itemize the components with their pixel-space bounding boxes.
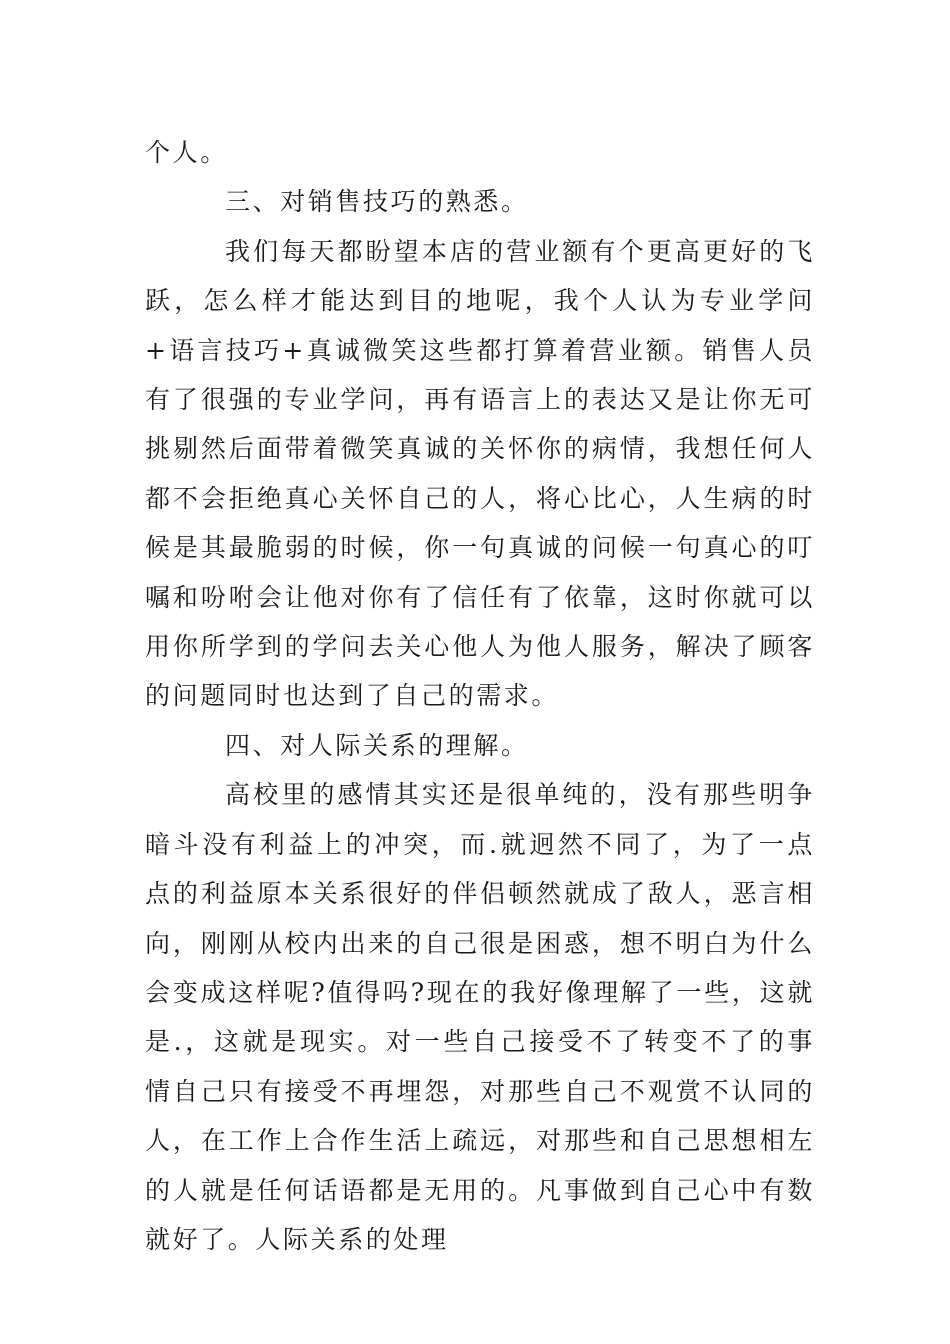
paragraph-relationships: 高校里的感情其实还是很单纯的，没有那些明争暗斗没有利益上的冲突，而.就迥然不同了，为了一点点的利益原本关系很好的伴侣顿然就成了敌人，恶言相向，刚刚从校内出来的自己很是困惑，想不明白为什么会变成这样呢?值得吗?现在的我好像理解了一些，这就是.，这就是现实。对一些自己接受不了转变不了的事情自己只有接受不再埋怨，对那些自己不观赏不认同的人，在工作上合作生活上疏远，对那些和自己思想相左的人就是任何话语都是无用的。凡事做到自己心中有数就好了。人际关系的处理 bbox=[145, 780, 815, 1254]
document-body bbox=[145, 128, 815, 1264]
section-heading-relationships: 四、对人际关系的理解。 bbox=[225, 730, 529, 760]
section-heading-sales-skills: 三、对销售技巧的熟悉。 bbox=[225, 187, 529, 217]
paragraph-continuation: 个人。 bbox=[145, 138, 228, 167]
paragraph-sales-skills: 我们每天都盼望本店的营业额有个更高更好的飞跃，怎么样才能达到目的地呢，我个人认为专业学问+语言技巧+真诚微笑这些都打算着营业额。销售人员有了很强的专业学问，再有语言上的表达又是让你无可挑剔然后面带着微笑真诚的关怀你的病情，我想任何人都不会拒绝真心关怀自己的人，将心比心，人生病的时候是其最脆弱的时候，你一句真诚的问候一句真心的叮嘱和吩咐会让他对你有了信任有了依靠，这时你就可以用你所学到的学问去关心他人为他人服务，解决了顾客的问题同时也达到了自己的需求。 bbox=[145, 236, 815, 711]
